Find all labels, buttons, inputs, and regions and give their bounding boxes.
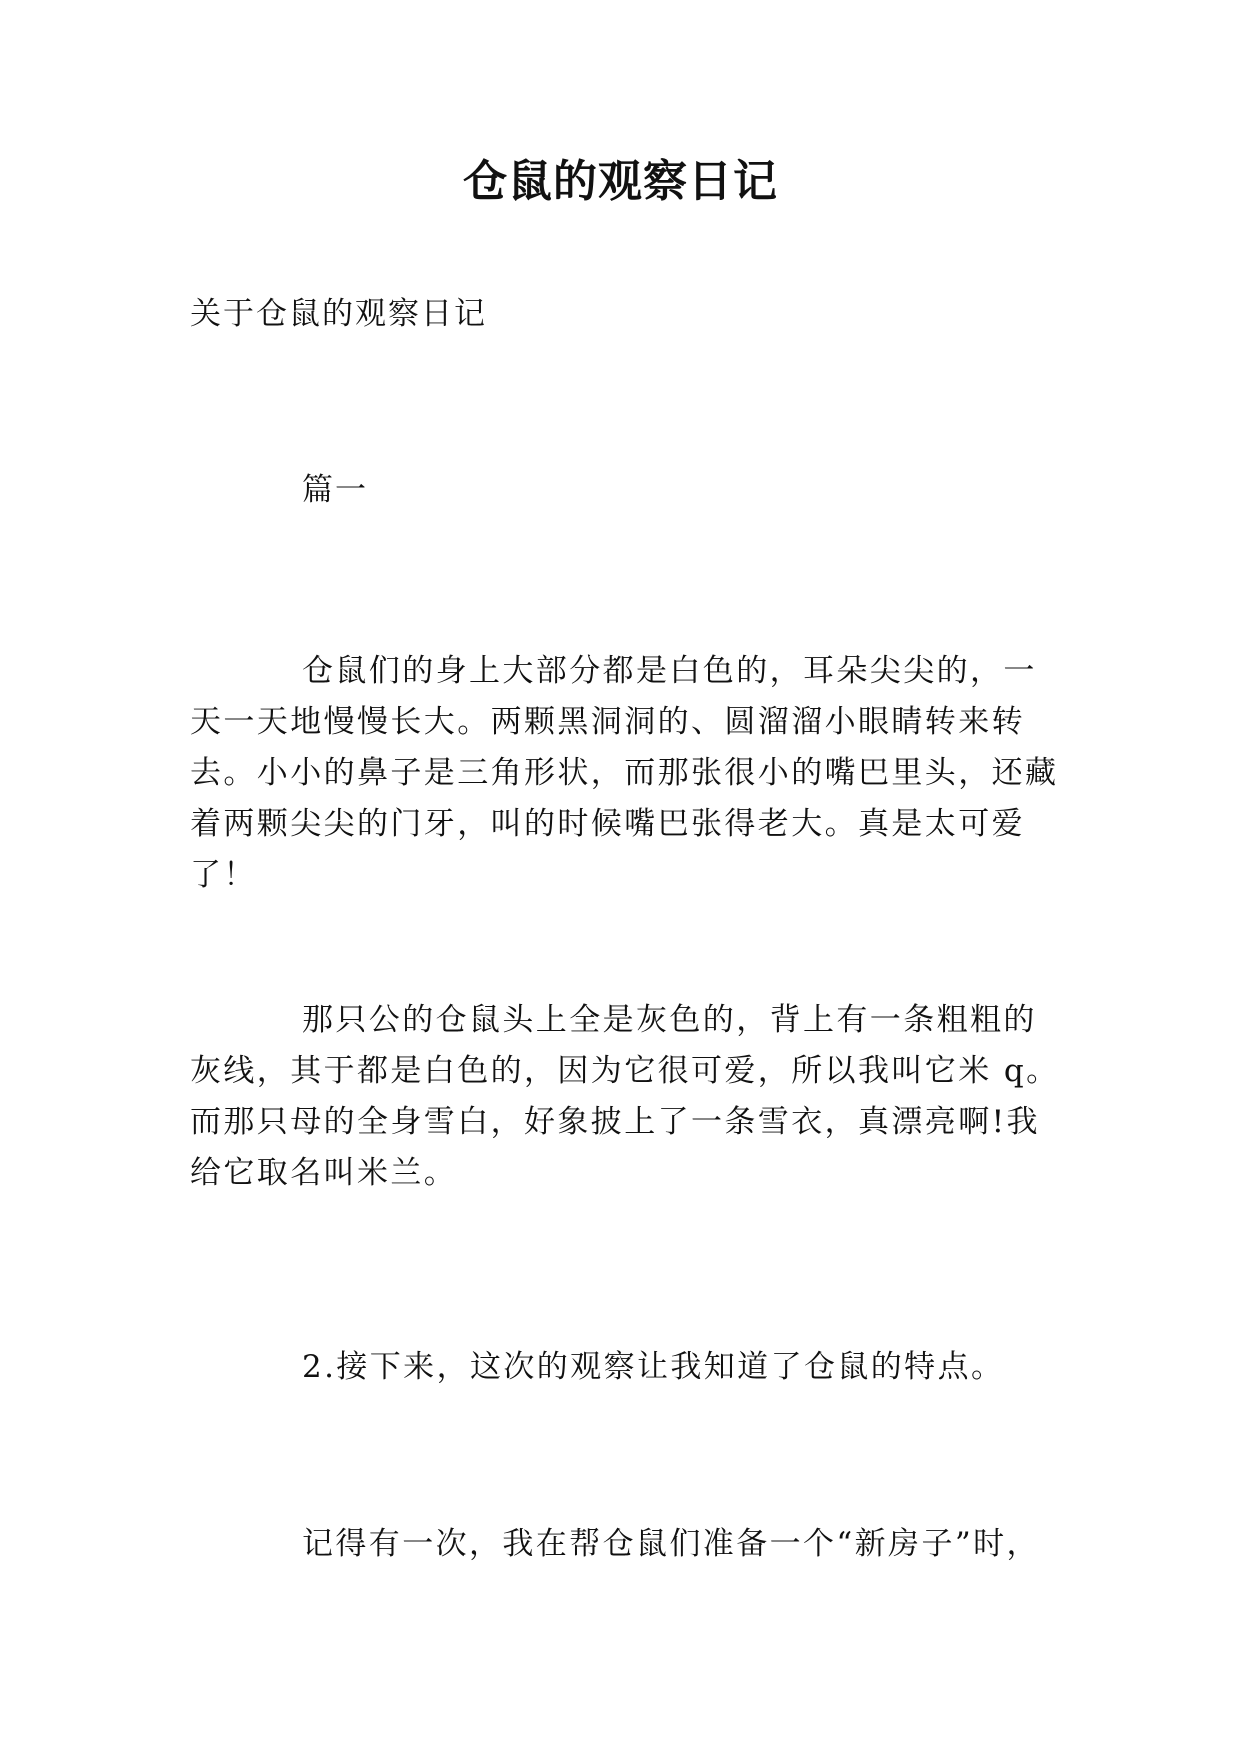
paragraph: 记得有一次，我在帮仓鼠们准备一个“新房子”时， xyxy=(302,1526,1040,1562)
section-heading: 篇一 xyxy=(302,472,368,508)
paragraph: 2.接下来，这次的观察让我知道了仓鼠的特点。 xyxy=(302,1349,1005,1385)
page-title: 仓鼠的观察日记 xyxy=(463,156,778,207)
document-subtitle: 关于仓鼠的观察日记 xyxy=(190,296,487,332)
paragraph: 仓鼠们的身上大部分都是白色的，耳朵尖尖的，一天一天地慢慢长大。两颗黑洞洞的、圆溜溜小眼睛转来转去。小小的鼻子是三角形状，而那张很小的嘴巴里头，还藏着两颗尖尖的门牙，叫的时候嘴巴张得老大。真是太可爱了！ xyxy=(190,653,1059,893)
paragraph: 那只公的仓鼠头上全是灰色的，背上有一条粗粗的灰线，其于都是白色的，因为它很可爱，所以我叫它米 q。而那只母的全身雪白，好象披上了一条雪衣，真漂亮啊!我给它取名叫米兰。 xyxy=(190,1002,1060,1191)
